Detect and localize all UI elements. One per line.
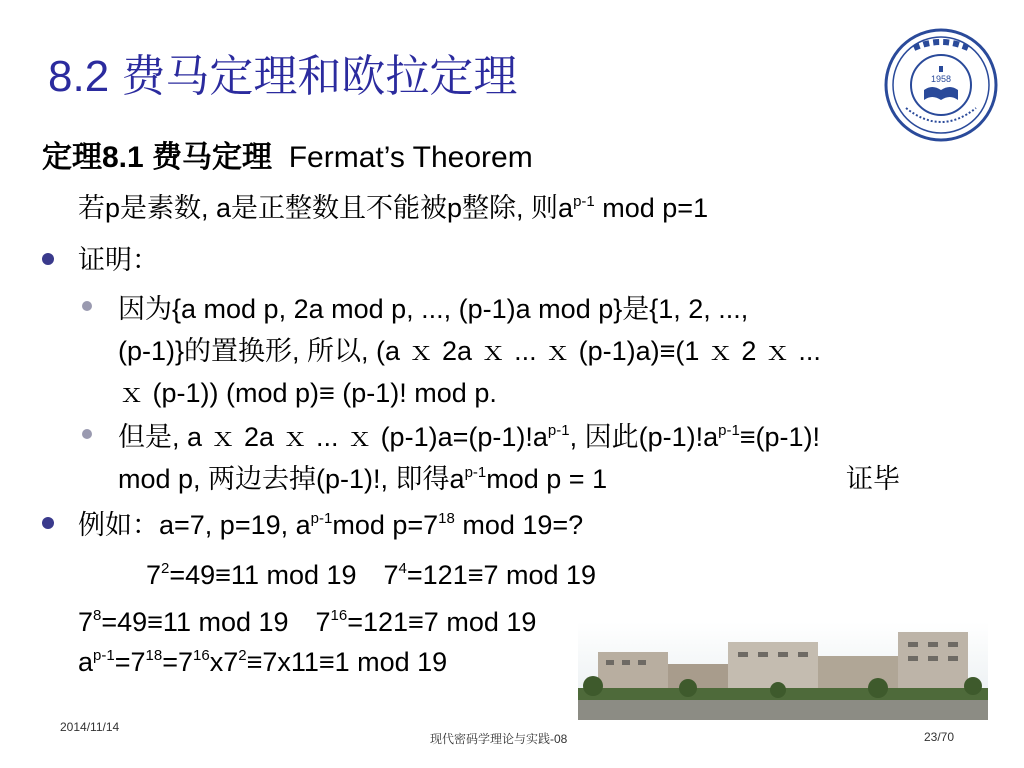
theorem-statement <box>78 186 708 225</box>
campus-photo <box>578 622 988 720</box>
sub-bullet-dot <box>82 429 92 439</box>
proof-line: 因为{a mod p, 2a mod p, ..., (p-1)a mod p}是{1, 2, ..., <box>118 294 749 324</box>
exponent: p-1 <box>547 421 570 439</box>
statement-text: mod p=1 <box>594 193 709 223</box>
proof-end-mark: 证毕 <box>846 464 900 494</box>
theorem-name: Fermat’s Theorem <box>288 141 533 174</box>
statement-text: 若p是素数, a是正整数且不能被p整除, 则a <box>78 193 574 223</box>
exponent: p-1 <box>464 463 487 481</box>
proof-line: ｘ (p-1)) (mod p)≡ (p-1)! mod p. <box>118 378 497 408</box>
svg-text:1958: 1958 <box>930 74 952 84</box>
bullet-dot <box>42 517 54 529</box>
proof-line: (p-1)}的置换形, 所以, (a ｘ 2a ｘ ... ｘ (p-1)a)≡(1 ｘ 2 ｘ ... <box>118 336 821 366</box>
exponent: 16 <box>330 606 348 624</box>
example-line: $7^2=49\equiv 11$ mod 19 $7^4=121\equiv 7$ mod 19 <box>146 559 597 590</box>
exponent: 2 <box>161 559 170 577</box>
sub-bullet-dot <box>82 301 92 311</box>
exponent: 18 <box>438 509 455 527</box>
proof-line: 但是, a ｘ 2a ｘ ... ｘ $(p-1)a=(p-1)!a^{p-1}$, 因此$(p-1)!a^{p-1}\equiv(p-1)$! <box>118 421 821 452</box>
exponent: 4 <box>398 559 407 577</box>
footer-date: 2014/11/14 <box>60 720 120 734</box>
proof-heading: 证明： <box>78 245 159 275</box>
proof-line: mod p, 两边去掉(p-1)!, 即得$a^{p-1}mod$ p = 1 <box>118 463 608 494</box>
theorem-label: 定理8.1 费马定理 <box>42 141 273 174</box>
footer-course: 现代密码学理论与实践-08 <box>430 732 568 746</box>
footer-page-number: 23/70 <box>924 730 955 744</box>
theorem-heading <box>42 132 533 176</box>
bullet-dot <box>42 253 54 265</box>
exponent: 18 <box>145 646 163 664</box>
exponent: p-1 <box>93 646 115 664</box>
slide-title: 8.2 费马定理和欧拉定理 <box>48 52 518 101</box>
exponent: 8 <box>93 606 102 624</box>
exponent: p-1 <box>718 421 740 439</box>
exponent: 2 <box>238 646 247 664</box>
exponent: 16 <box>193 646 210 664</box>
example-line: $a^{p-1}=7^{18}=7^{16}x7^2\equiv 7x11\equiv 1$ mod 19 <box>78 646 448 677</box>
exponent: p-1 <box>310 509 333 527</box>
example-line: $7^8=49\equiv 11$ mod 19 $7^{16}=121\equiv 7$ mod 19 <box>78 606 537 637</box>
university-seal-logo <box>884 28 998 142</box>
example-heading: 例如：a=7, p=19, $a^{p-1}mod$ $p=7^{18}$ mod 19=? <box>78 509 584 540</box>
exponent: p-1 <box>573 192 595 210</box>
